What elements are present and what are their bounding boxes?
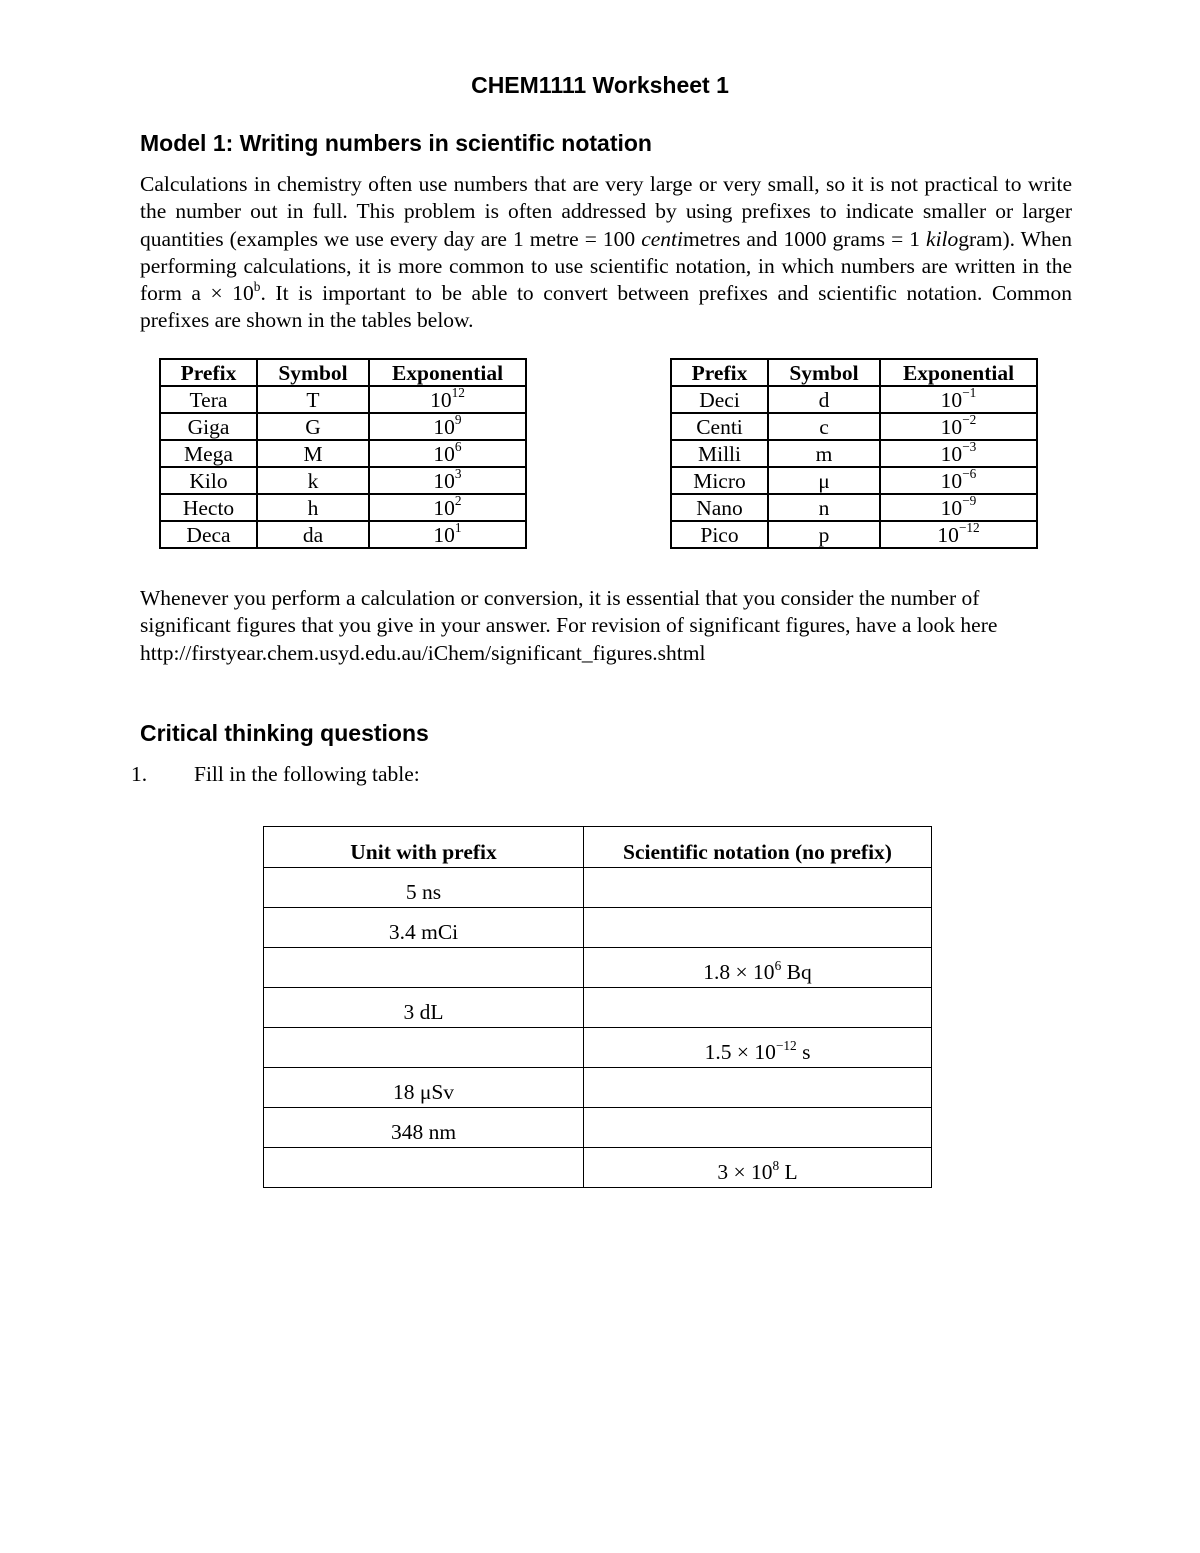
table-row <box>671 386 1037 413</box>
exponential-cell <box>369 467 526 494</box>
conversion-table-body <box>264 868 932 1188</box>
prefix-cell: Deci <box>671 386 768 413</box>
model1-superscript-b: b <box>253 278 261 294</box>
exponential-cell <box>369 521 526 548</box>
symbol-cell: da <box>257 521 369 548</box>
sci-unit: s <box>796 1040 811 1064</box>
exponential-power: 9 <box>454 412 462 428</box>
unit-with-prefix-cell <box>264 1028 584 1068</box>
exponential-base: 10 <box>433 495 455 520</box>
model1-paragraph <box>140 171 1072 335</box>
unit-with-prefix-cell: 3.4 mCi <box>264 908 584 948</box>
scientific-notation-cell <box>584 948 932 988</box>
exponential-base: 10 <box>940 387 963 412</box>
scientific-notation-cell <box>584 1068 932 1108</box>
table-row <box>671 521 1037 548</box>
prefix-cell: Milli <box>671 440 768 467</box>
exponential-cell <box>880 467 1037 494</box>
scientific-notation-cell <box>584 908 932 948</box>
symbol-cell: T <box>257 386 369 413</box>
exponential-base: 10 <box>433 441 455 466</box>
unit-with-prefix-cell: 18 μSv <box>264 1068 584 1108</box>
sci-mantissa: 1.8 × 10 <box>703 960 775 984</box>
exponential-power: 1 <box>454 520 462 536</box>
exponential-cell <box>880 440 1037 467</box>
prefix-cell: Giga <box>160 413 257 440</box>
prefix-cell: Pico <box>671 521 768 548</box>
model1-text-1: Calculations in chemistry often use numbers that are very large or very small, so it is not practical to write the number out in full. This problem is often addressed by using prefixes to indicate smaller or larger quantities (examples we use every day are 1 metre = 100 <box>140 172 1072 251</box>
symbol-cell: m <box>768 440 880 467</box>
exponential-base: 10 <box>940 468 963 493</box>
exponential-power: −9 <box>962 493 977 509</box>
table-row <box>160 521 526 548</box>
exponential-base: 10 <box>940 441 963 466</box>
table-row <box>671 467 1037 494</box>
column-header-symbol: Symbol <box>768 359 880 386</box>
model1-heading: Model 1: Writing numbers in scientific notation <box>140 130 652 156</box>
prefix-cell: Centi <box>671 413 768 440</box>
table-row <box>160 386 526 413</box>
scientific-notation-cell <box>584 988 932 1028</box>
exponential-power: 12 <box>451 385 465 401</box>
small-prefix-table <box>670 358 1038 549</box>
critical-thinking-heading: Critical thinking questions <box>140 720 429 746</box>
prefix-cell: Hecto <box>160 494 257 521</box>
column-header-prefix: Prefix <box>160 359 257 386</box>
symbol-cell: h <box>257 494 369 521</box>
question-number: 1. <box>131 762 148 786</box>
exponential-base: 10 <box>433 414 455 439</box>
sci-exponent: 8 <box>772 1157 780 1173</box>
model1-text-4: . It is important to be able to convert between prefixes and scientific notation. Common prefixes are shown in the tables below. <box>140 281 1072 333</box>
model1-text-3: gram). When performing calculations, it is more common to use scientific notation, in which numbers are written in the form a × 10 <box>140 226 1072 306</box>
table-row <box>264 988 932 1028</box>
sci-mantissa: 1.5 × 10 <box>704 1040 776 1064</box>
prefix-cell: Kilo <box>160 467 257 494</box>
symbol-cell: μ <box>768 467 880 494</box>
exponential-power: −6 <box>962 466 977 482</box>
sci-exponent: 6 <box>774 957 782 973</box>
unit-with-prefix-cell: 3 dL <box>264 988 584 1028</box>
exponential-cell <box>880 494 1037 521</box>
model1-italic-kilo: kilo <box>926 226 959 251</box>
table-row <box>671 494 1037 521</box>
exponential-power: −12 <box>958 520 980 536</box>
exponential-base: 10 <box>433 468 455 493</box>
table-row <box>160 494 526 521</box>
sci-exponent: −12 <box>775 1037 797 1053</box>
scientific-notation-cell <box>584 1108 932 1148</box>
table-row <box>264 948 932 988</box>
table-row <box>264 1148 932 1188</box>
exponential-base: 10 <box>937 522 959 547</box>
symbol-cell: k <box>257 467 369 494</box>
table-row <box>671 440 1037 467</box>
exponential-power: 6 <box>454 439 462 455</box>
symbol-cell: d <box>768 386 880 413</box>
table-header-row <box>160 359 526 386</box>
table-row <box>264 908 932 948</box>
conversion-table <box>263 826 932 1188</box>
exponential-cell <box>880 521 1037 548</box>
exponential-power: 2 <box>454 493 462 509</box>
prefix-cell: Micro <box>671 467 768 494</box>
symbol-cell: G <box>257 413 369 440</box>
unit-with-prefix-cell: 5 ns <box>264 868 584 908</box>
exponential-power: −1 <box>962 385 977 401</box>
unit-with-prefix-cell: 348 nm <box>264 1108 584 1148</box>
exponential-cell <box>369 494 526 521</box>
symbol-cell: n <box>768 494 880 521</box>
page-title: CHEM1111 Worksheet 1 <box>471 72 729 98</box>
table-row <box>264 868 932 908</box>
symbol-cell: p <box>768 521 880 548</box>
table-row <box>160 440 526 467</box>
table-row <box>160 413 526 440</box>
unit-with-prefix-cell <box>264 1148 584 1188</box>
sci-unit: L <box>779 1160 798 1184</box>
exponential-power: 3 <box>454 466 462 482</box>
prefix-cell: Mega <box>160 440 257 467</box>
large-prefix-table-body <box>160 386 526 548</box>
exponential-cell <box>369 386 526 413</box>
prefix-cell: Deca <box>160 521 257 548</box>
prefix-cell: Tera <box>160 386 257 413</box>
exponential-cell <box>880 413 1037 440</box>
table-row <box>264 1028 932 1068</box>
column-header-unit-with-prefix: Unit with prefix <box>264 827 584 868</box>
scientific-notation-cell <box>584 868 932 908</box>
table-row <box>264 1068 932 1108</box>
table-row <box>264 1108 932 1148</box>
exponential-cell <box>369 413 526 440</box>
exponential-power: −2 <box>962 412 977 428</box>
table-row <box>160 467 526 494</box>
symbol-cell: M <box>257 440 369 467</box>
column-header-exponential: Exponential <box>880 359 1037 386</box>
exponential-base: 10 <box>940 495 963 520</box>
exponential-power: −3 <box>962 439 977 455</box>
scientific-notation-cell <box>584 1028 932 1068</box>
table-header-row <box>671 359 1037 386</box>
model1-italic-centi: centi <box>641 226 684 251</box>
exponential-cell <box>369 440 526 467</box>
model1-text-2: metres and 1000 grams = 1 <box>683 226 927 251</box>
column-header-symbol: Symbol <box>257 359 369 386</box>
sci-unit: Bq <box>781 960 812 984</box>
sci-mantissa: 3 × 10 <box>717 1160 773 1184</box>
large-prefix-table <box>159 358 527 549</box>
scientific-notation-cell <box>584 1148 932 1188</box>
question-text: Fill in the following table: <box>194 762 420 786</box>
symbol-cell: c <box>768 413 880 440</box>
small-prefix-table-body <box>671 386 1037 548</box>
sig-figs-paragraph: Whenever you perform a calculation or conversion, it is essential that you consider the number of significant figures that you give in your answer. For revision of significant figures, have a look here http://firstyear.chem.usyd.edu.au/iChem/significant_figures.shtml <box>140 586 998 665</box>
exponential-base: 10 <box>940 414 963 439</box>
prefix-cell: Nano <box>671 494 768 521</box>
table-header-row <box>264 827 932 868</box>
exponential-cell <box>880 386 1037 413</box>
exponential-base: 10 <box>430 387 452 412</box>
column-header-scientific-notation: Scientific notation (no prefix) <box>584 827 932 868</box>
column-header-exponential: Exponential <box>369 359 526 386</box>
unit-with-prefix-cell <box>264 948 584 988</box>
column-header-prefix: Prefix <box>671 359 768 386</box>
exponential-base: 10 <box>433 522 455 547</box>
table-row <box>671 413 1037 440</box>
